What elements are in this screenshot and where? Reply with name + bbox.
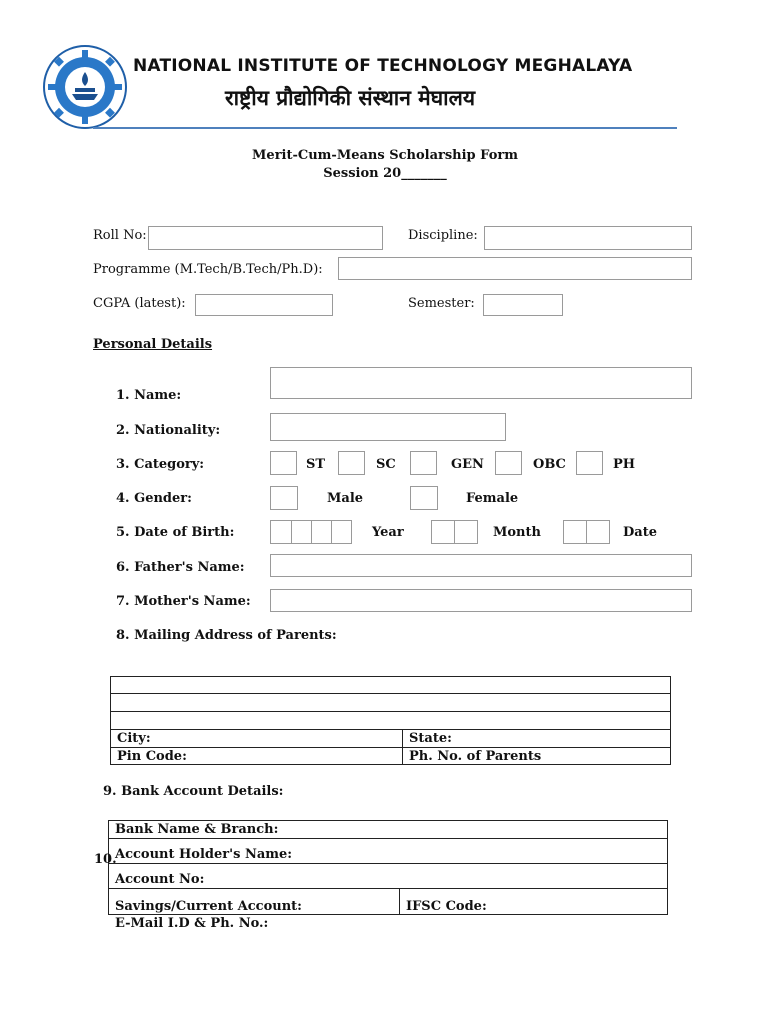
personal-details-heading: Personal Details [93, 337, 213, 352]
discipline-field[interactable] [484, 226, 692, 250]
dob-year-divider [331, 521, 332, 543]
father-name-label: 6. Father's Name: [116, 560, 245, 575]
category-st-label: ST [306, 457, 326, 472]
programme-field[interactable] [338, 257, 692, 280]
cgpa-field[interactable] [195, 294, 333, 316]
name-field[interactable] [270, 367, 692, 399]
bank-name-branch[interactable]: Bank Name & Branch: [115, 822, 279, 837]
dob-month-label: Month [493, 525, 541, 540]
dob-year-label: Year [372, 525, 404, 540]
gender-label: 4. Gender: [116, 491, 192, 506]
roll-no-label: Roll No: [93, 228, 147, 243]
category-ph-checkbox[interactable] [576, 451, 603, 475]
address-row-divider [110, 693, 671, 694]
dob-year-divider [291, 521, 292, 543]
account-holder-name[interactable]: Account Holder's Name: [115, 847, 293, 862]
nationality-label: 2. Nationality: [116, 423, 221, 438]
gender-male-label: Male [327, 491, 364, 506]
gender-female-label: Female [466, 491, 519, 506]
cgpa-label: CGPA (latest): [93, 296, 186, 311]
form-title: Merit-Cum-Means Scholarship Form [252, 148, 518, 163]
bank-row-divider [108, 838, 668, 839]
category-sc-checkbox[interactable] [338, 451, 365, 475]
programme-label: Programme (M.Tech/B.Tech/Ph.D): [93, 262, 323, 277]
bank-row-divider [108, 888, 668, 889]
institute-name-english: NATIONAL INSTITUTE OF TECHNOLOGY MEGHALAYA [133, 56, 633, 76]
mailing-address-label: 8. Mailing Address of Parents: [116, 628, 337, 643]
roll-no-field[interactable] [148, 226, 383, 250]
category-gen-checkbox[interactable] [410, 451, 437, 475]
bank-details-heading: 9. Bank Account Details: [103, 784, 284, 799]
address-state[interactable]: State: [409, 731, 452, 746]
dob-date-divider [586, 521, 587, 543]
nationality-field[interactable] [270, 413, 506, 441]
dob-date-label: Date [623, 525, 657, 540]
category-sc-label: SC [376, 457, 396, 472]
gender-female-checkbox[interactable] [410, 486, 438, 510]
account-number[interactable]: Account No: [115, 872, 205, 887]
dob-year-divider [311, 521, 312, 543]
item-10-number: 10. [94, 852, 117, 867]
category-st-checkbox[interactable] [270, 451, 297, 475]
mother-name-field[interactable] [270, 589, 692, 612]
address-city[interactable]: City: [117, 731, 151, 746]
email-phone-label: E-Mail I.D & Ph. No.: [115, 916, 269, 931]
semester-field[interactable] [483, 294, 563, 316]
gender-male-checkbox[interactable] [270, 486, 298, 510]
discipline-label: Discipline: [408, 228, 478, 243]
bank-row-divider [108, 863, 668, 864]
mother-name-label: 7. Mother's Name: [116, 594, 251, 609]
address-row-divider [110, 729, 671, 730]
category-obc-label: OBC [533, 457, 566, 472]
address-row-divider [110, 711, 671, 712]
category-gen-label: GEN [451, 457, 484, 472]
address-row-divider [110, 747, 671, 748]
semester-label: Semester: [408, 296, 475, 311]
address-pin-code[interactable]: Pin Code: [117, 749, 187, 764]
institute-name-hindi: राष्ट्रीय प्रौद्योगिकी संस्थान मेघालय [225, 86, 476, 110]
category-ph-label: PH [613, 457, 636, 472]
name-label: 1. Name: [116, 388, 182, 403]
dob-label: 5. Date of Birth: [116, 525, 235, 540]
category-label: 3. Category: [116, 457, 205, 472]
account-type[interactable]: Savings/Current Account: [115, 899, 302, 914]
address-table [110, 676, 671, 765]
dob-month-divider [454, 521, 455, 543]
category-obc-checkbox[interactable] [495, 451, 522, 475]
address-parent-phone[interactable]: Ph. No. of Parents [409, 749, 542, 764]
father-name-field[interactable] [270, 554, 692, 577]
header-divider [93, 127, 677, 129]
ifsc-code[interactable]: IFSC Code: [406, 899, 487, 914]
session-label: Session 20_______ [323, 166, 447, 181]
institute-logo [42, 44, 128, 130]
